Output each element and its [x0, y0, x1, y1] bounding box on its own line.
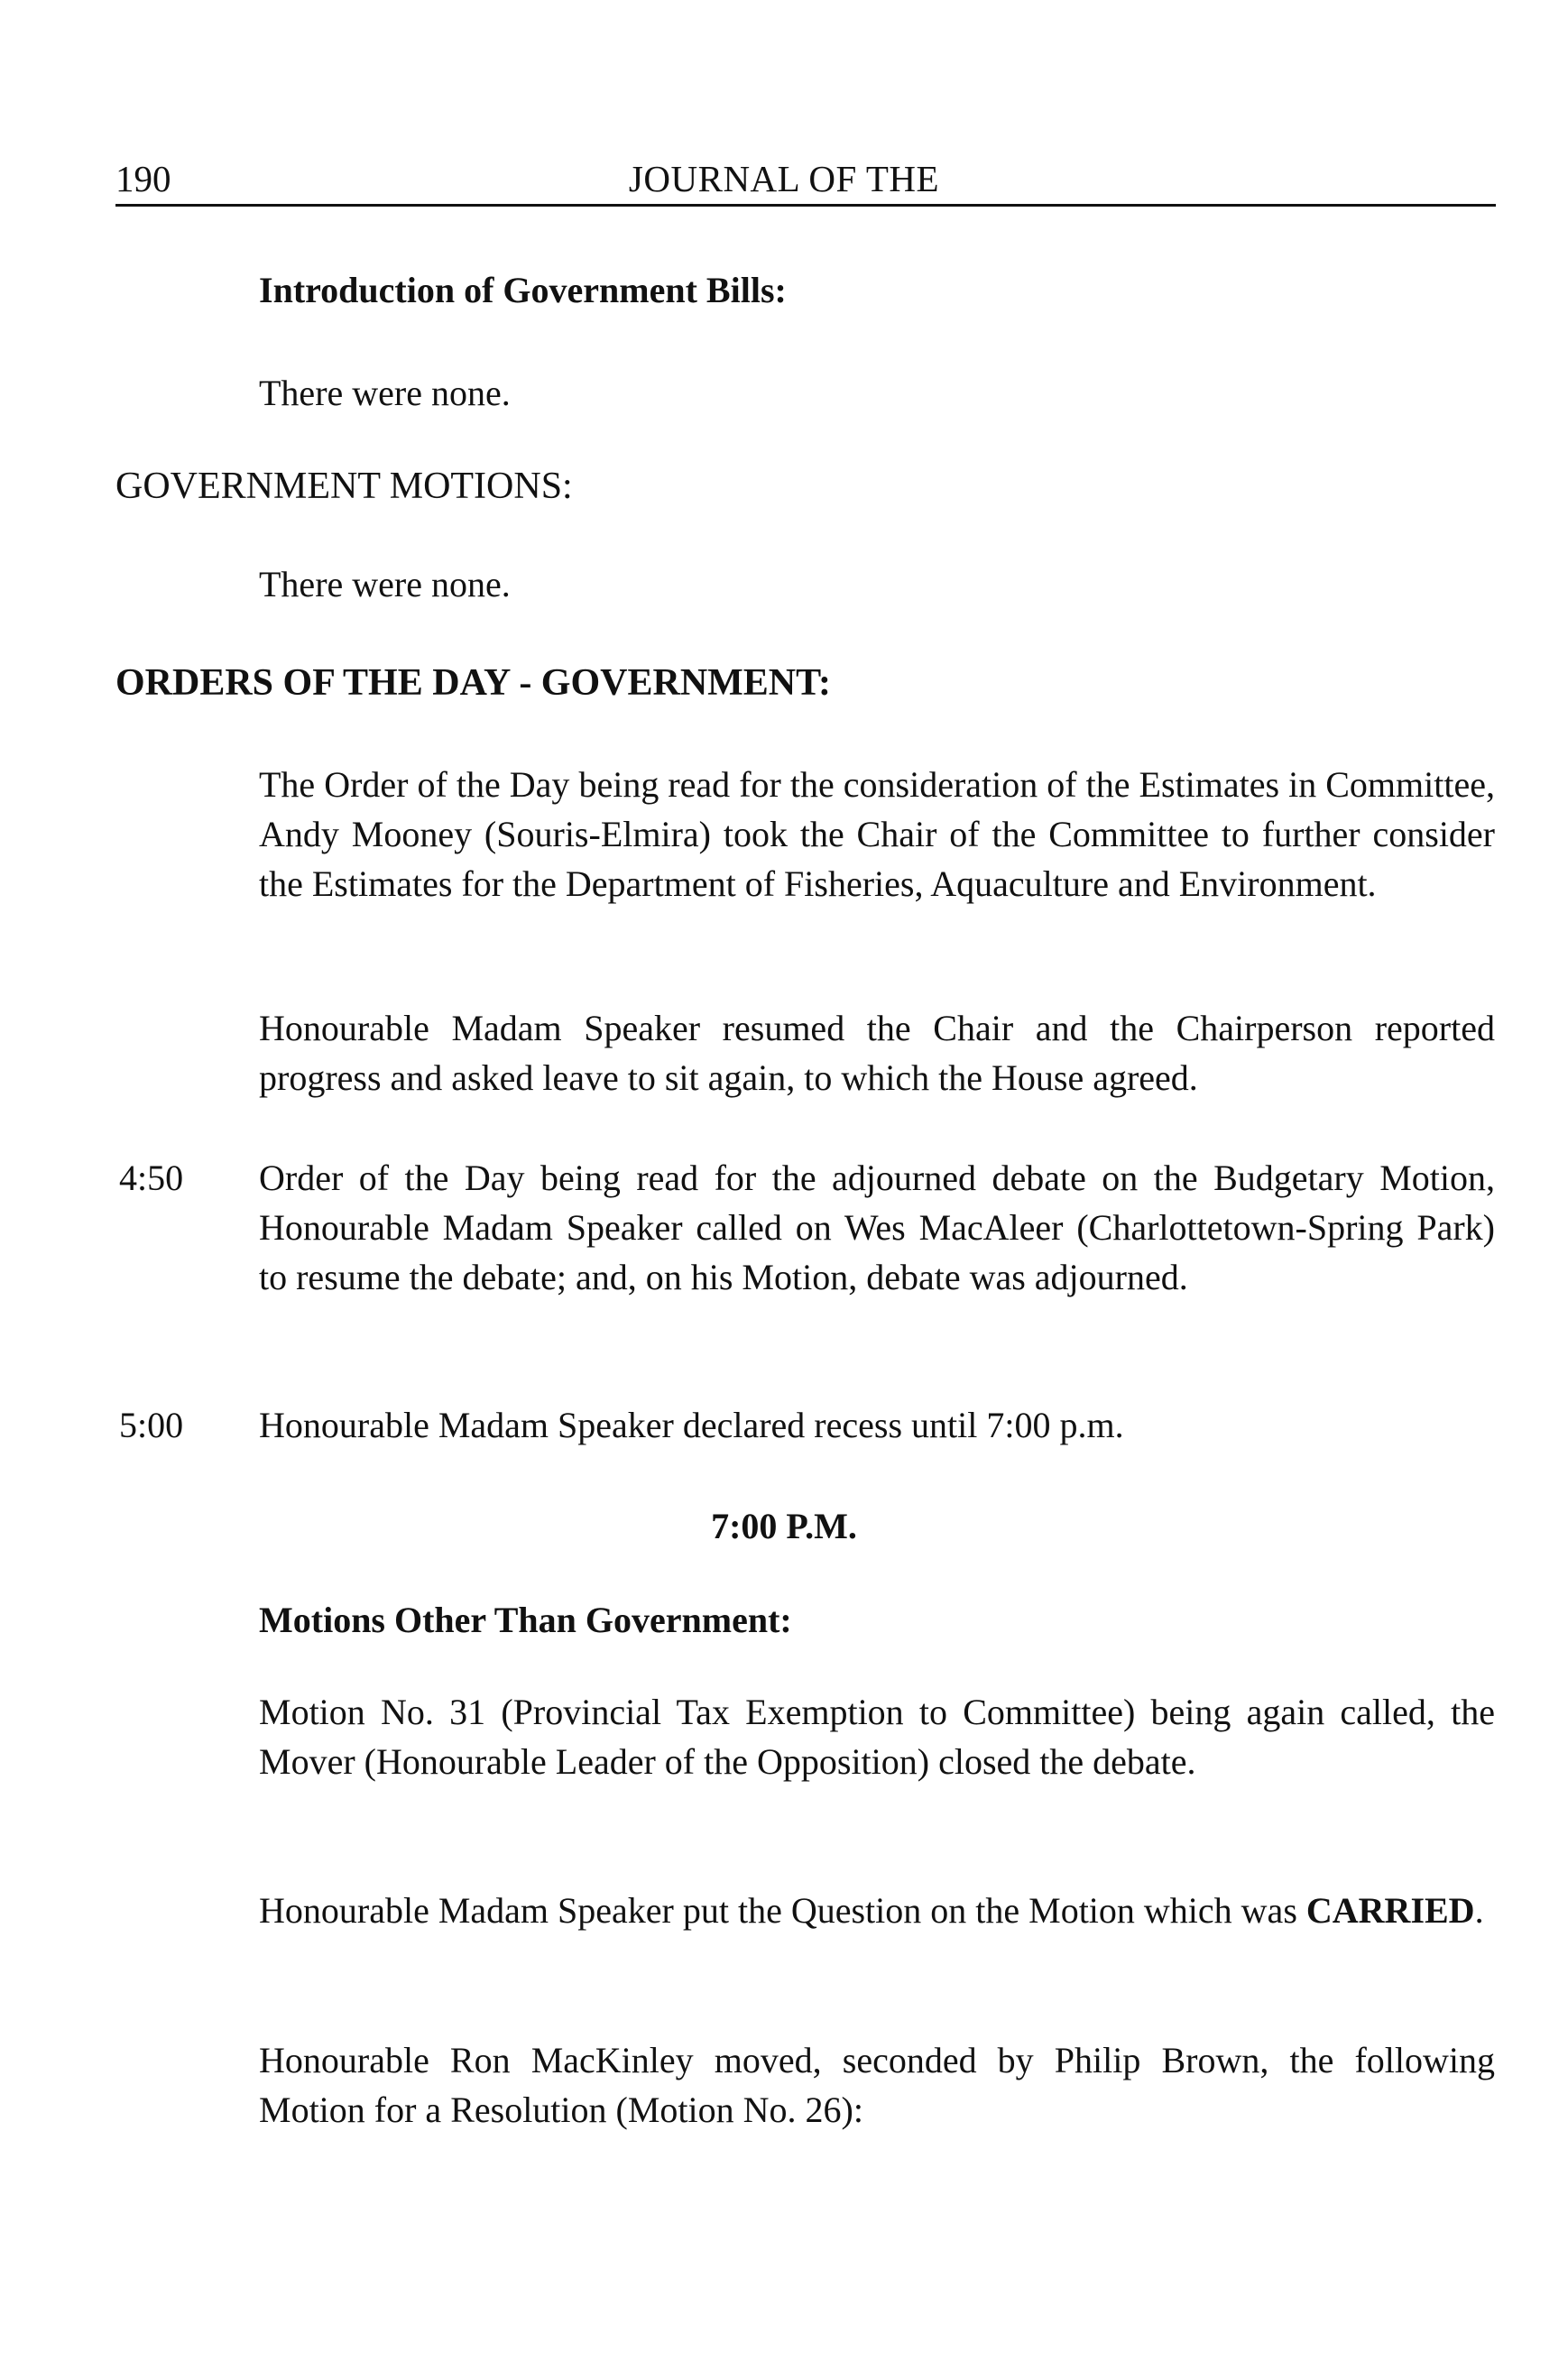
- entry-text-2: Honourable Madam Speaker declared recess until 7:00 p.m.: [259, 1405, 1124, 1445]
- entry-time-2: 5:00: [119, 1405, 184, 1445]
- gov-motions-text: There were none.: [259, 564, 511, 604]
- carried-label: CARRIED: [1305, 1890, 1475, 1931]
- motion-31-para: Motion No. 31 (Provincial Tax Exemption to Committee) being again called, the Mover (Honourable Leader of the Opposition) closed the debate.: [259, 1692, 1495, 1782]
- question-put-text: Honourable Madam Speaker put the Question on the Motion which was: [259, 1890, 1297, 1931]
- orders-of-day-para-2: Honourable Madam Speaker resumed the Chair and the Chairperson reported progress and asked leave to sit again, to which the House agreed.: [259, 1008, 1495, 1098]
- motions-other-heading: Motions Other Than Government:: [259, 1600, 792, 1640]
- intro-gov-bills-heading: Introduction of Government Bills:: [259, 270, 787, 310]
- orders-of-day-heading: ORDERS OF THE DAY - GOVERNMENT:: [115, 662, 832, 704]
- running-head: JOURNAL OF THE: [628, 158, 940, 199]
- page-number: 190: [115, 158, 171, 199]
- header-rule: [115, 204, 1496, 207]
- entry-time-1: 4:50: [119, 1158, 184, 1198]
- entry-text-1: Order of the Day being read for the adjourned debate on the Budgetary Motion, Honourable Madam Speaker called on Wes MacAleer (Charlottetown-Spring Park) to resume the debate; and, on his Motion, debate was adjourned.: [259, 1158, 1495, 1297]
- evening-time-heading: 7:00 P.M.: [711, 1506, 857, 1546]
- orders-of-day-para-1: The Order of the Day being read for the consideration of the Estimates in Committee, Andy Mooney (Souris-Elmira) took the Chair of the Committee to further consider the Estimates for the Department of Fisheries, Aquaculture and Environment.: [259, 764, 1495, 904]
- intro-gov-bills-text: There were none.: [259, 373, 511, 413]
- motion-26-para: Honourable Ron MacKinley moved, seconded by Philip Brown, the following Motion for a Resolution (Motion No. 26):: [259, 2040, 1495, 2130]
- gov-motions-heading: GOVERNMENT MOTIONS:: [115, 466, 573, 507]
- question-put-para: [259, 1886, 1495, 1935]
- carried-period: .: [1474, 1890, 1484, 1931]
